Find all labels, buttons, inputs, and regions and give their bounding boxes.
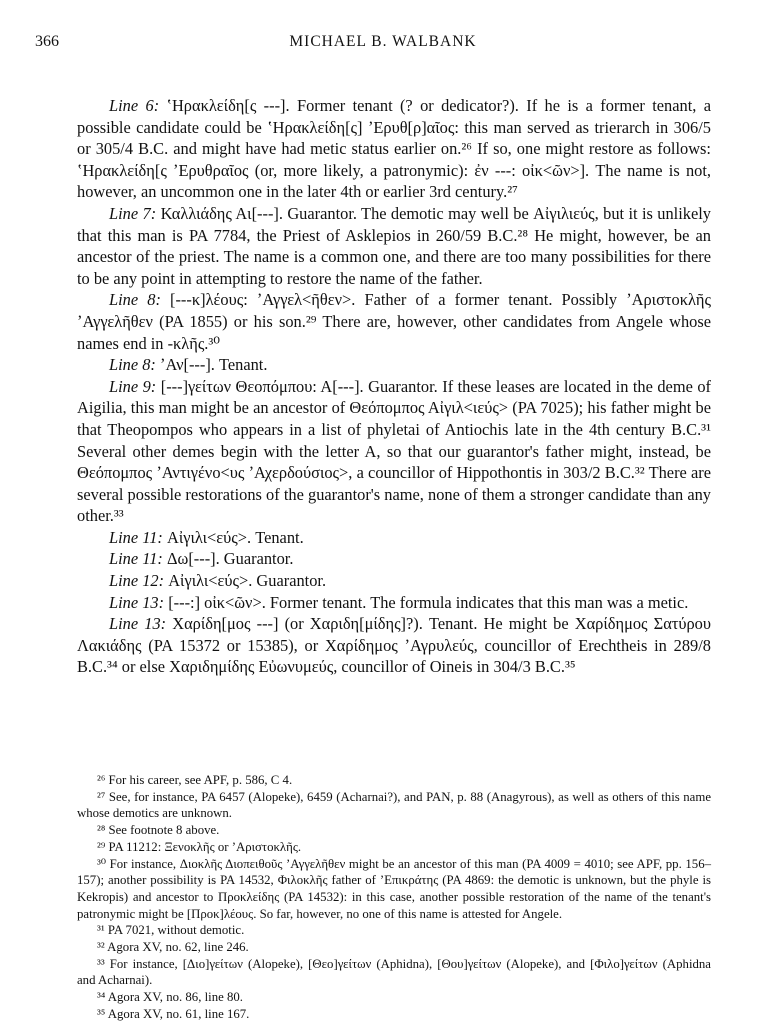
paragraph-text: [---]γείτων Θεοπόμπου: Α[---]. Guarantor. If these leases are located in the deme of Aigilia, this man might be an ancestor of Θεόπομπος Αἰγιλ<ιεύς> (PA 7025); his father might be that Theopompos who appears in a list of phyletai of Antiochis late in the 4th century B.C.³¹ Several other demes begin with the letter A, so that our guarantor's father might, instead, be Θεόπομπος ʼΑντιγένο<υς ʼΑχερδούσιος>, a councillor of Hippothontis in 303/2 B.C.³² There are several possible restorations of the guarantor's name, none of them a stronger candidate than any other.³³ xyxy=(77,376,711,526)
commentary-body xyxy=(77,95,711,678)
commentary-paragraph xyxy=(77,592,711,614)
footnote: ²⁷ See, for instance, PA 6457 (Alopeke), 6459 (Acharnai?), and PAN, p. 88 (Anagyrous), as well as others of this name whose demotics are unknown. xyxy=(77,789,711,821)
commentary-paragraph xyxy=(77,95,711,203)
paragraph-text: [---:] οἰκ<ῶν>. Former tenant. The formula indicates that this man was a metic. xyxy=(168,592,689,612)
line-label: Line 9: xyxy=(109,376,157,396)
paragraph-text: ʼΑν[---]. Tenant. xyxy=(160,355,268,375)
footnote: ²⁸ See footnote 8 above. xyxy=(97,823,220,838)
commentary-paragraph xyxy=(77,570,711,592)
commentary-paragraph xyxy=(77,613,711,678)
footnote: ³⁵ Agora XV, no. 61, line 167. xyxy=(97,1006,250,1021)
commentary-paragraph xyxy=(77,527,711,549)
commentary-paragraph xyxy=(77,548,711,570)
line-label: Line 12: xyxy=(109,571,165,591)
page-header xyxy=(0,33,766,55)
commentary-paragraph xyxy=(77,376,711,527)
page-number: 366 xyxy=(35,33,59,50)
line-label: Line 13: xyxy=(109,592,165,612)
footnote: ²⁹ PA 11212: Ξενοκλῆς or ʼΑριστοκλῆς. xyxy=(97,839,302,854)
paragraph-text: Αἰγιλι<εύς>. Tenant. xyxy=(166,527,304,547)
footnote: ²⁶ For his career, see APF, p. 586, C 4. xyxy=(97,773,293,787)
paragraph-text: Καλλιάδης Αι[---]. Guarantor. The demotic may well be Αἰγιλιεύς, but it is unlikely that this man is PA 7784, the Priest of Asklepios in 260/59 B.C.²⁸ He might, however, be an ancestor of the priest. The name is a common one, and there are too many possibilities for there to be any point in attempting to restore the name of the father. xyxy=(77,203,711,288)
paragraph-text: Αἰγιλι<εύς>. Guarantor. xyxy=(168,571,327,591)
footnotes xyxy=(77,772,711,1023)
commentary-paragraph xyxy=(77,203,711,289)
footnote: ³¹ PA 7021, without demotic. xyxy=(97,923,245,938)
line-label: Line 13: xyxy=(109,614,167,634)
line-label: Line 8: xyxy=(109,355,156,375)
paragraph-text: Δω[---]. Guarantor. xyxy=(166,549,294,569)
line-label: Line 11: xyxy=(109,527,163,547)
running-head: MICHAEL B. WALBANK xyxy=(289,33,477,50)
footnote: ³² Agora XV, no. 62, line 246. xyxy=(97,940,249,955)
commentary-paragraph xyxy=(77,289,711,354)
line-label: Line 6: xyxy=(109,96,160,115)
paragraph-text: [---κ]λέους: ʼΑγγελ<ῆθεν>. Father of a former tenant. Possibly ʼΑριστοκλῆς ʼΑγγελῆθεν (PA 1855) or his son.²⁹ There are, however, other candidates from Angele whose names end in -κλῆς.³⁰ xyxy=(77,290,711,353)
footnote: ³³ For instance, [Διο]γείτων (Alopeke), [Θεο]γείτων (Aphidna), [Θου]γείτων (Alopeke), and [Φιλο]γείτων (Aphidna and Acharnai). xyxy=(77,956,711,988)
line-label: Line 7: xyxy=(109,203,157,223)
paragraph-text: Χαρίδη[μος ---] (or Χαριδη[μίδης]?). Tenant. He might be Χαρίδημος Σατύρου Λακιάδης (PA 15372 or 15385), or Χαρίδημος ʼΑγρυλεύς, councillor of Erechtheis in 289/8 B.C.³⁴ or else Χαριδημίδης Εὐωνυμεύς, councillor of Oineis in 304/3 B.C.³⁵ xyxy=(77,614,711,677)
footnote: ³⁴ Agora XV, no. 86, line 80. xyxy=(97,990,243,1005)
line-label: Line 11: xyxy=(109,549,163,569)
paragraph-text: ʽΗρακλείδη[ς ---]. Former tenant (? or dedicator?). If he is a former tenant, a possible candidate could be ʽΗρακλείδη[ς] ʼΕρυθ[ρ]αῖος: this man served as trierarch in 306/5 or 305/4 B.C. and might have had metic status earlier on.²⁶ If so, one might restore as follows: ʽΗρακλείδη[ς ʼΕρυθραῖος (or, more likely, a patronymic): ἐν ---: οἰκ<ῶν>]. The name is not, however, an uncommon one in the later 4th or earlier 3rd century.²⁷ xyxy=(77,96,711,202)
commentary-paragraph xyxy=(77,354,711,376)
footnote: ³⁰ For instance, Διοκλῆς Διοπειθοῦς ʼΑγγελῆθεν might be an ancestor of this man (PA 4009 = 4010; see APF, pp. 156–157); another possibility is PA 14532, Φιλοκλῆς father of ʼΕπικράτης (PA 4869: the demotic is unknown, but the phyle is Kekropis) and ancestor to Προκλείδης (PA 14532): in this case, another possible restoration of the name of the tenant's patronymic might be [Προκ]λέους. So far, however, no one of this name is attested for Angele. xyxy=(77,856,711,921)
line-label: Line 8: xyxy=(109,290,161,310)
